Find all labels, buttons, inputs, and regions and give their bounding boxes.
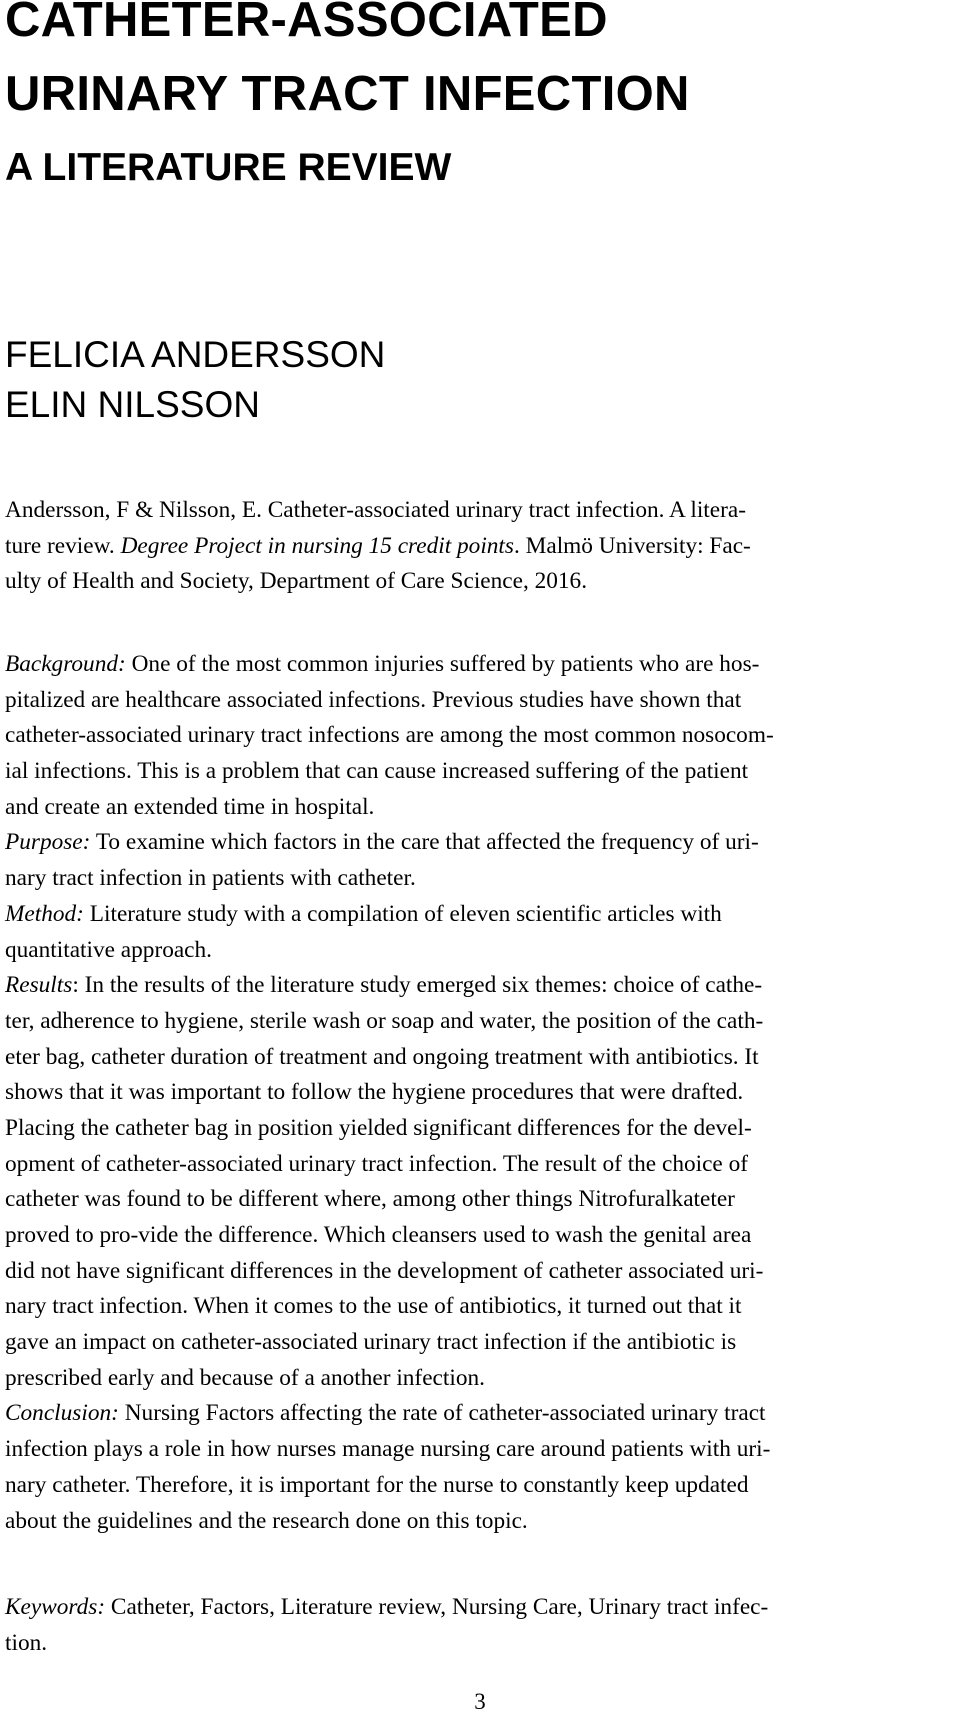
text-segment: nary tract infection in patients with catheter. [5, 865, 416, 892]
italic-label: Keywords: [5, 1594, 106, 1620]
text-segment: nary tract infection. When it comes to the use of antibiotics, it turned out that it [5, 1293, 742, 1320]
italic-label: Conclusion: [5, 1400, 119, 1427]
text-line [5, 1075, 955, 1111]
text-segment: proved to pro-vide the difference. Which cleansers used to wash the genital area [5, 1222, 752, 1248]
text-line [5, 754, 955, 790]
text-segment: gave an impact on catheter-associated urinary tract infection if the antibiotic is [5, 1329, 737, 1356]
text-line [5, 933, 955, 969]
text-segment: Literature study with a compilation of eleven scientific articles with [83, 900, 722, 927]
text-line [5, 861, 955, 897]
text-line [5, 1396, 955, 1432]
citation-paragraph [5, 493, 955, 600]
abstract-section [5, 647, 955, 1539]
text-line [5, 1218, 955, 1254]
text-line [5, 897, 955, 933]
text-segment: Placing the catheter bag in position yielded significant differences for the devel- [5, 1114, 752, 1141]
text-line [5, 564, 955, 600]
text-segment: : In the results of the literature study emerged six themes: choice of cathe- [72, 972, 763, 999]
text-segment: eter bag, catheter duration of treatment and ongoing treatment with antibiotics. It [5, 1043, 759, 1070]
text-line [5, 790, 955, 826]
italic-label: Background: [5, 651, 126, 677]
text-segment: ulty of Health and Society, Department of Care Science, 2016. [5, 568, 588, 595]
text-line [5, 1590, 955, 1626]
text-segment: catheter was found to be different where, among other things Nitrofuralkateter [5, 1186, 735, 1213]
text-segment: One of the most common injuries suffered by patients who are hos- [125, 651, 760, 677]
author-name: FELICIA ANDERSSON [5, 334, 386, 375]
keywords-paragraph [5, 1590, 955, 1661]
text-segment: ture review. [5, 532, 121, 559]
text-line [5, 1040, 955, 1076]
text-line [5, 1325, 955, 1361]
text-segment: about the guidelines and the research done on this topic. [5, 1507, 528, 1534]
text-line [5, 1111, 955, 1147]
text-line [5, 1432, 955, 1468]
text-line [5, 529, 955, 565]
text-line [5, 968, 955, 1004]
text-segment: quantitative approach. [5, 936, 212, 963]
author-list [5, 330, 385, 430]
text-line [5, 1289, 955, 1325]
italic-label: Method: [5, 900, 84, 927]
text-segment: prescribed early and because of a another infection. [5, 1364, 485, 1391]
text-segment: shows that it was important to follow the hygiene procedures that were drafted. [5, 1079, 744, 1106]
subtitle: A LITERATURE REVIEW [5, 146, 452, 189]
text-line [5, 1504, 955, 1540]
italic-label: Results [5, 972, 73, 999]
text-segment: To examine which factors in the care that affected the frequency of uri- [90, 829, 759, 856]
author-name: ELIN NILSSON [5, 384, 260, 425]
text-segment: nary catheter. Therefore, it is important for the nurse to constantly keep updated [5, 1471, 749, 1498]
text-segment: ial infections. This is a problem that can cause increased suffering of the patient [5, 758, 749, 785]
text-line [5, 1182, 955, 1218]
text-line [5, 1254, 955, 1290]
text-segment: Nursing Factors affecting the rate of catheter-associated urinary tract [118, 1400, 766, 1427]
title-line-2: URINARY TRACT INFECTION [5, 67, 690, 121]
italic-label: Degree Project in nursing 15 credit points [120, 532, 514, 559]
text-line [5, 683, 955, 719]
text-line [5, 1361, 955, 1397]
text-line [5, 718, 955, 754]
page-number: 3 [474, 1689, 486, 1714]
text-line [5, 647, 955, 683]
text-line [5, 825, 955, 861]
text-segment: catheter-associated urinary tract infections are among the most common nosocom- [5, 722, 774, 749]
text-segment: pitalized are healthcare associated infections. Previous studies have shown that [5, 686, 742, 713]
text-segment: . Malmö University: Fac- [513, 532, 751, 559]
text-segment: opment of catheter-associated urinary tract infection. The result of the choice of [5, 1150, 748, 1177]
text-segment: did not have significant differences in the development of catheter associated uri- [5, 1257, 764, 1284]
text-segment: Catheter, Factors, Literature review, Nursing Care, Urinary tract infec- [105, 1594, 769, 1620]
text-line [5, 1004, 955, 1040]
italic-label: Purpose: [5, 829, 91, 856]
text-line [5, 1147, 955, 1183]
text-segment: tion. [5, 1629, 48, 1656]
text-segment: infection plays a role in how nurses manage nursing care around patients with uri- [5, 1436, 771, 1463]
title-line-1: CATHETER-ASSOCIATED [5, 0, 608, 47]
text-segment: and create an extended time in hospital. [5, 793, 375, 820]
text-line [5, 493, 955, 529]
text-segment: Andersson, F & Nilsson, E. Catheter-associated urinary tract infection. A litera- [5, 497, 746, 523]
text-line [5, 1626, 955, 1662]
text-segment: ter, adherence to hygiene, sterile wash or soap and water, the position of the cath- [5, 1007, 764, 1034]
text-line [5, 1468, 955, 1504]
